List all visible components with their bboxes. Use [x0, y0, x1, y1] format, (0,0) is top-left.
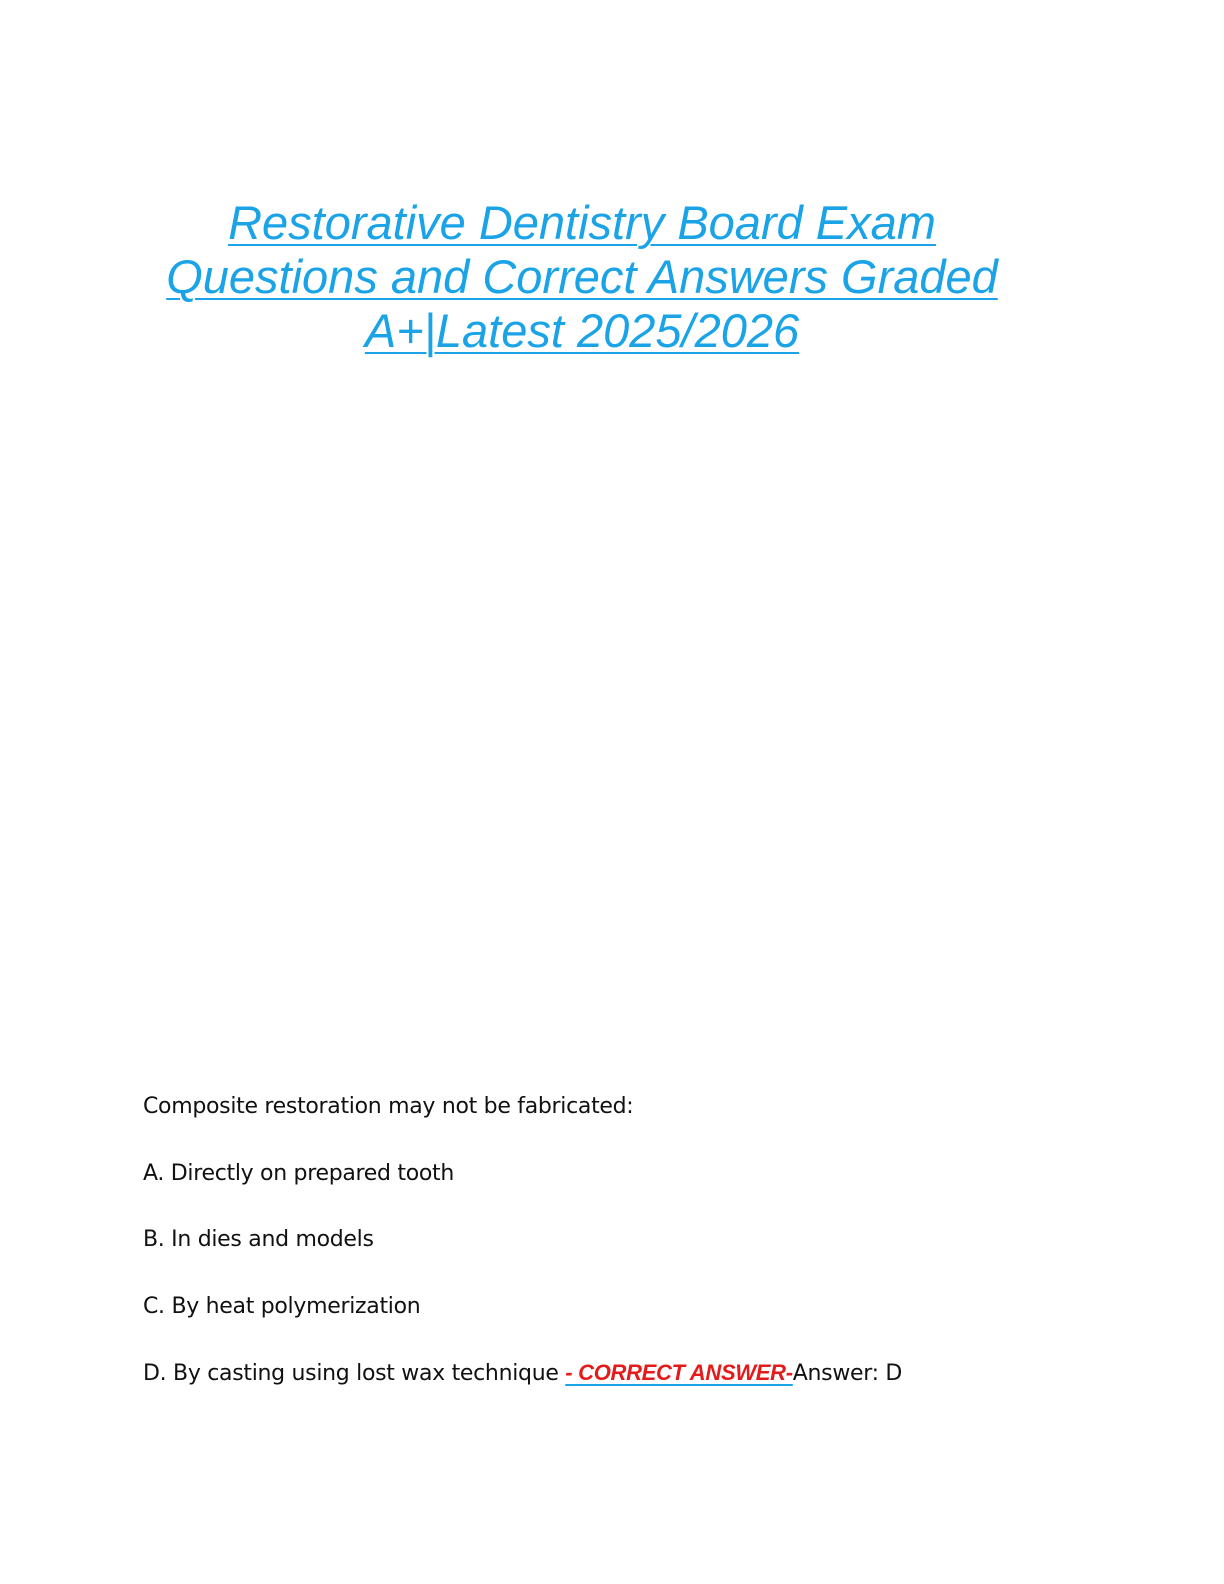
option-a: A. Directly on prepared tooth — [143, 1161, 455, 1186]
answer-text: Answer: D — [792, 1361, 903, 1386]
correct-answer-marker: - CORRECT ANSWER- — [565, 1360, 793, 1385]
option-d: D. By casting using lost wax technique — [143, 1361, 566, 1386]
option-b: B. In dies and models — [143, 1227, 374, 1252]
option-d-line — [143, 1360, 902, 1386]
title-line-2: Questions and Correct Answers Graded — [166, 250, 998, 303]
title-line-1: Restorative Dentistry Board Exam — [228, 196, 936, 249]
document-title — [120, 196, 1044, 358]
title-line-3: A+|Latest 2025/2026 — [364, 304, 800, 357]
question-stem: Composite restoration may not be fabricated: — [143, 1094, 634, 1119]
option-c: C. By heat polymerization — [143, 1294, 421, 1319]
